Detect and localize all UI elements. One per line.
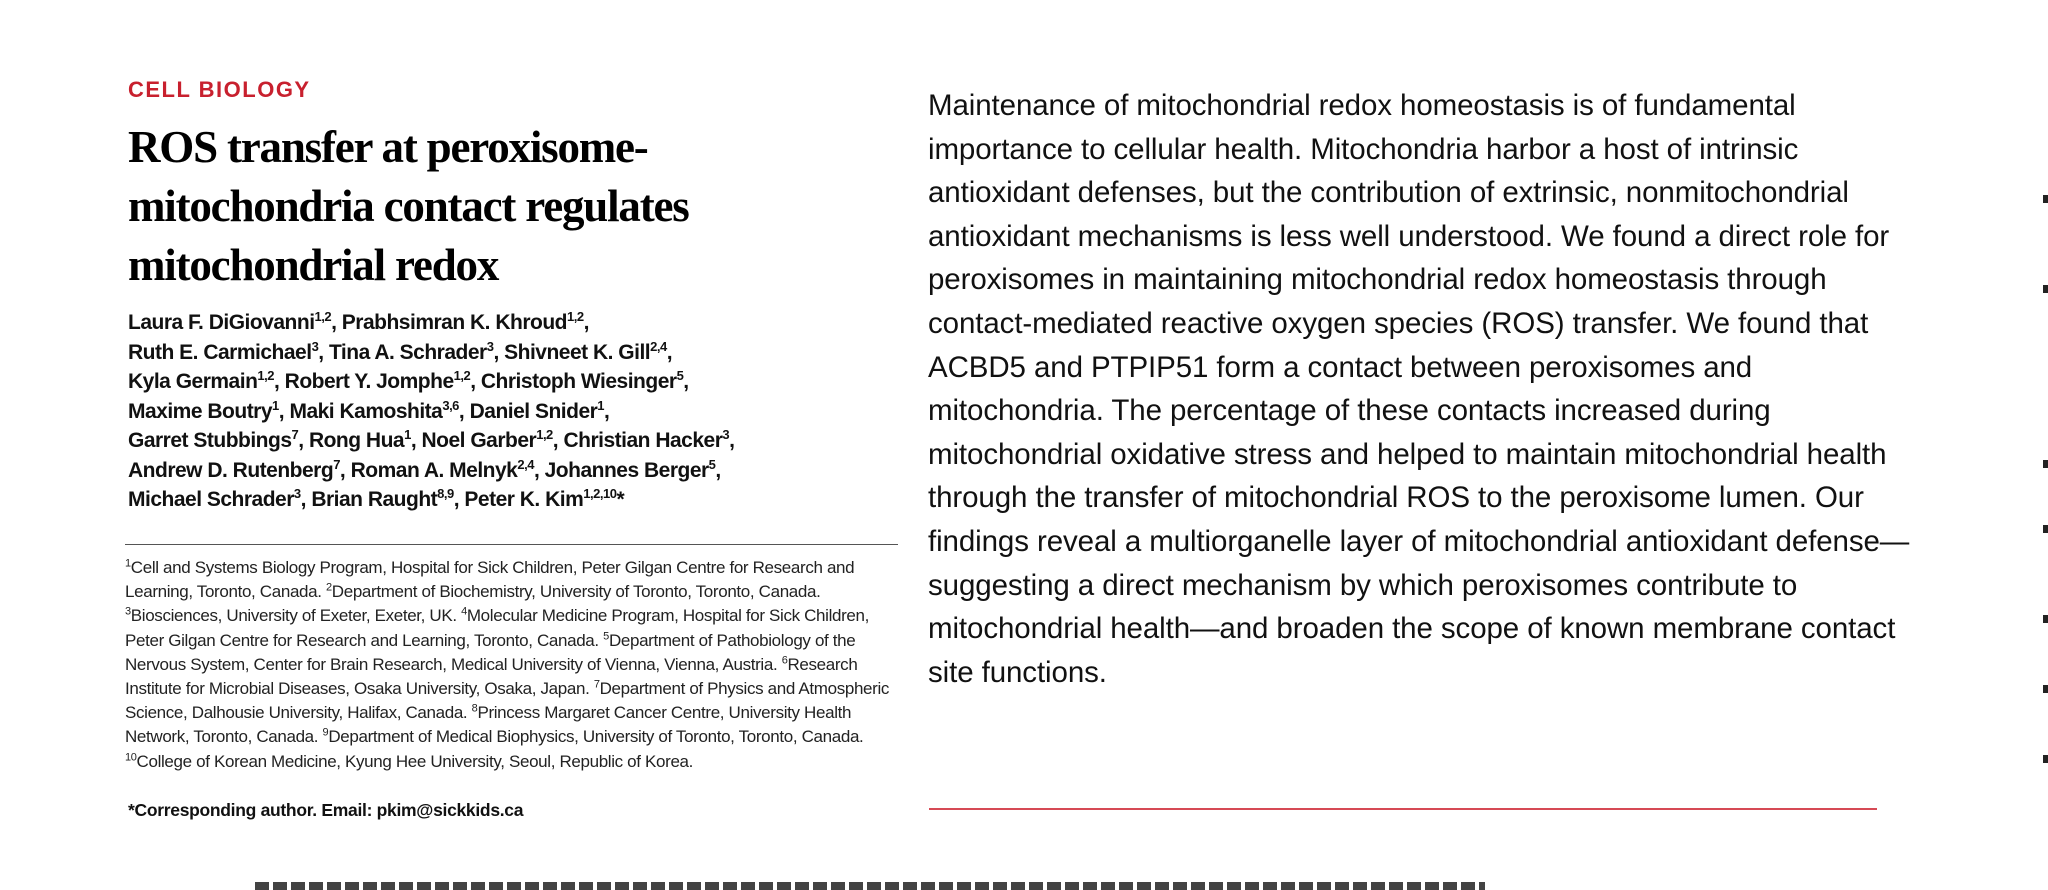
author-name: Ruth E. Carmichael$^3$ [128,338,319,364]
author-name: Garret Stubbings$^7$ [128,427,299,452]
article-title: ROS transfer at peroxisome-mitochondria contact regulates mitochondrial redox [128,122,689,290]
author-name: Christian Hacker$^3$ [563,427,730,452]
affiliation-entry: $^7$Department of Physics and Atmospheric Science, Dalhousie University, Halifax, Canada. [125,678,890,723]
author-name: Shivneet K. Gill$^{2,4}$ [504,338,667,364]
affiliation-entry: $^5$Department of Pathobiology of the Nervous System, Center for Brain Research, Medical University of Vienna, Vienna, Austria. [125,629,856,674]
author-name: Rong Hua$^1$ [308,427,411,452]
affiliations [125,556,905,774]
affiliations-divider [125,544,898,545]
author-name: Peter K. Kim$^{1,2,10}$* [464,486,625,511]
author-name: Maxime Boutry$^1$ [128,397,279,423]
affiliation-entry: $^{10}$College of Korean Medicine, Kyung Hee University, Seoul, Republic of Korea. [125,750,694,771]
author-name: Andrew D. Rutenberg$^7$ [128,456,340,482]
author-affiliation-marker: 2,4 [650,338,667,354]
affiliation-entry: $^6$Research Institute for Microbial Diseases, Osaka University, Osaka, Japan. [125,654,858,699]
author-affiliation-marker: 5 [708,456,716,472]
author-affiliation-marker: 3 [486,338,494,354]
author-affiliation-marker: 1,2 [453,368,471,383]
author-affiliation-marker: 1 [404,427,411,442]
author-affiliation-marker: 1,2 [567,309,584,324]
author-affiliation-marker: 1 [597,397,605,413]
author-affiliation-marker: 1,2 [536,427,553,442]
affiliation-entry: $^8$Princess Margaret Cancer Centre, University Health Network, Toronto, Canada. [125,702,852,747]
abstract-text: Maintenance of mitochondrial redox homeostasis is of fundamental importance to cellular health. Mitochondria harbor a host of intrinsic antioxidant defenses, but the contribution of extrinsic, nonmitochondrial antioxidant mechanisms is less well understood. We found a direct role for peroxisomes in maintaining mitochondrial redox homeostasis through contact-mediated reactive oxygen species (ROS) transfer. We found that ACBD5 and PTPIP51 form a contact between peroxisomes and mitochondria. The percentage of these contacts increased during mitochondrial oxidative stress and helped to maintain mitochondrial health through the transfer of mitochondrial ROS to the peroxisome lumen. Our findings reveal a multiorganelle layer of mitochondrial antioxidant defense—suggesting a direct mechanism by which peroxisomes contribute to mitochondrial health—and broaden the scope of known membrane contact site functions. [928,89,1910,689]
abstract-divider [929,808,1877,810]
author-name: Michael Schrader$^3$ [128,486,301,511]
right-edge-marks [2042,195,2048,795]
corresponding-author: *Corresponding author. Email: pkim@sickkids.ca [128,800,524,820]
author-affiliation-marker: 1,2,10 [583,486,617,501]
bottom-cut-text [255,882,1485,890]
affiliation-entry: $^9$Department of Medical Biophysics, University of Toronto, Toronto, Canada. [322,726,864,747]
author-affiliation-marker: 5 [676,368,684,383]
author-name: Tina A. Schrader$^3$ [328,338,494,364]
author-name: Robert Y. Jomphe$^{1,2}$ [284,368,471,393]
author-affiliation-marker: 3 [293,486,301,501]
author-name: Daniel Snider$^1$ [469,397,605,423]
author-name: Johannes Berger$^5$ [544,456,716,482]
author-list: Laura F. DiGiovanni$^{1,2}$, Prabhsimran K. Khroud$^{1,2}$, Ruth E. Carmichael$^3$, Tina A. Schrader$^3$, Shivneet K. Gill$^{2,4}$, Kyla Germain$^{1,2}$, Robert Y. Jomphe$^{1,2}$, Christoph Wiesinger$^5$, Maxime Boutry$^1$, Maki Kamoshita$^{3,6}$, Daniel Snider$^1$, Garret Stubbings$^7$, Rong Hua$^1$, Noel Garber$^{1,2}$, Christian Hacker$^3$, Andrew D. Rutenberg$^7$, Roman A. Melnyk$^{2,4}$, Johannes Berger$^5$, Michael Schrader$^3$, Brian Raught$^{8,9}$, Peter K. Kim$^{1,2,10}$* [128,309,735,511]
author-affiliation-marker: 1,2 [314,309,332,324]
author-affiliation-marker: 7 [333,456,340,472]
author-name: Christoph Wiesinger$^5$ [480,368,684,393]
author-name: Roman A. Melnyk$^{2,4}$ [350,456,534,482]
author-affiliation-marker: 2,4 [517,456,534,472]
author-name: Maki Kamoshita$^{3,6}$ [289,397,459,423]
author-affiliation-marker: 7 [291,427,299,442]
author-name: Brian Raught$^{8,9}$ [311,486,454,511]
author-affiliation-marker: 1,2 [257,368,274,383]
affiliation-entry: $^1$Cell and Systems Biology Program, Hospital for Sick Children, Peter Gilgan Centre for Research and Learning, Toronto, Canada. [125,557,855,602]
author-affiliation-marker: 8,9 [437,486,454,501]
author-name: Noel Garber$^{1,2}$ [421,427,553,452]
author-affiliation-marker: 1 [272,397,279,413]
affiliation-entry: $^2$Department of Biochemistry, University of Toronto, Toronto, Canada. [326,581,821,602]
author-affiliation-marker: 3 [311,338,319,354]
author-name: Prabhsimran K. Khroud$^{1,2}$ [341,309,584,334]
affiliation-entry: $^3$Biosciences, University of Exeter, Exeter, UK. [125,605,457,626]
affiliation-entry: $^4$Molecular Medicine Program, Hospital for Sick Children, Peter Gilgan Centre for Research and Learning, Toronto, Canada. [125,605,870,650]
section-tag: CELL BIOLOGY [128,77,311,102]
author-name: Kyla Germain$^{1,2}$ [128,368,274,393]
author-name: Laura F. DiGiovanni$^{1,2}$ [128,309,332,334]
author-affiliation-marker: 3 [722,427,730,442]
author-affiliation-marker: 3,6 [442,397,459,413]
